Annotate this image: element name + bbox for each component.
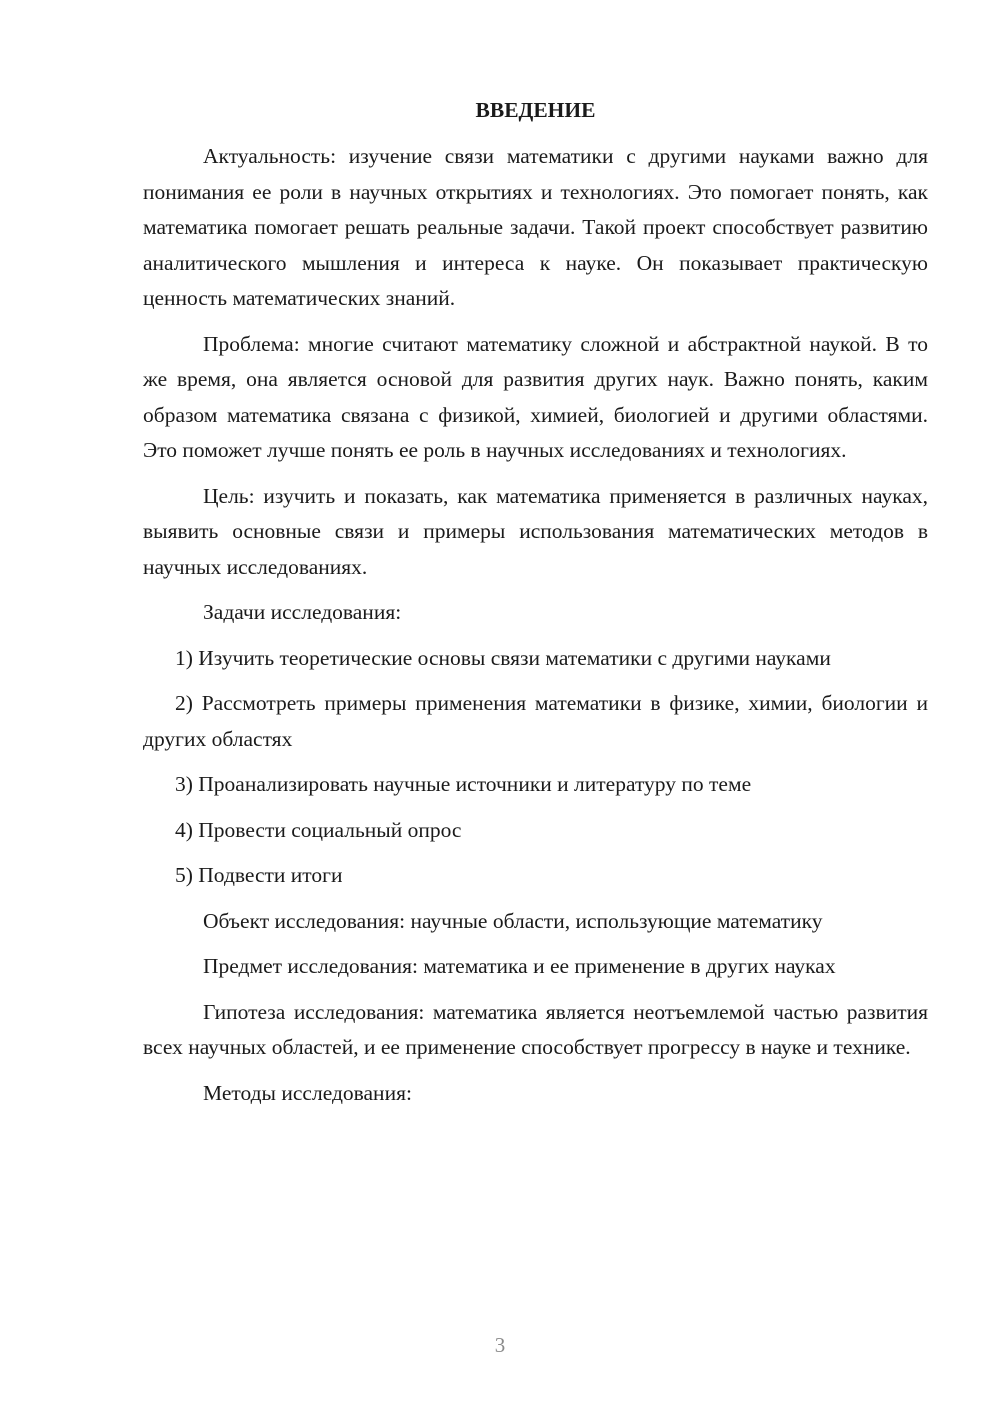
methods-title: Методы исследования: xyxy=(203,1080,412,1105)
object-paragraph: Объект исследования: научные области, использующие математику xyxy=(203,908,823,933)
tasks-title: Задачи исследования: xyxy=(203,600,402,624)
task-item-4: 4) Провести социальный опрос xyxy=(175,817,462,842)
page-number: 3 xyxy=(494,1333,506,1357)
task-item-3: 3) Проанализировать научные источники и литературу по теме xyxy=(175,772,752,796)
relevance-paragraph: Актуальность: изучение связи математики с другими науками важно для понимания ее роли в научных открытиях и технологиях. Это помогает понять, как математика помогает решать реальные задачи. Такой проект способствует развитию аналитического мышления и интереса к науке. Он показывает практическую ценность математических знаний. xyxy=(143,144,928,310)
page-content xyxy=(143,95,928,1121)
goal-paragraph: Цель: изучить и показать, как математика применяется в различных науках, выявить основные связи и примеры использования математических методов в научных исследованиях. xyxy=(143,483,928,579)
task-item-1: 1) Изучить теоретические основы связи математики с другими науками xyxy=(175,645,831,670)
section-heading: ВВЕДЕНИЕ xyxy=(475,98,596,122)
task-item-2: 2) Рассмотреть примеры применения математики в физике, химии, биологии и других областях xyxy=(143,691,928,751)
problem-paragraph: Проблема: многие считают математику сложной и абстрактной наукой. В то же время, она является основой для развития других наук. Важно понять, каким образом математика связана с физикой, химией, биологией и другими областями. Это поможет лучше понять ее роль в научных исследованиях и технологиях. xyxy=(143,331,928,462)
task-item-5: 5) Подвести итоги xyxy=(175,863,343,887)
hypothesis-paragraph: Гипотеза исследования: математика является неотъемлемой частью развития всех научных областей, и ее применение способствует прогрессу в науке и технике. xyxy=(143,999,928,1059)
subject-paragraph: Предмет исследования: математика и ее применение в других науках xyxy=(203,954,836,978)
